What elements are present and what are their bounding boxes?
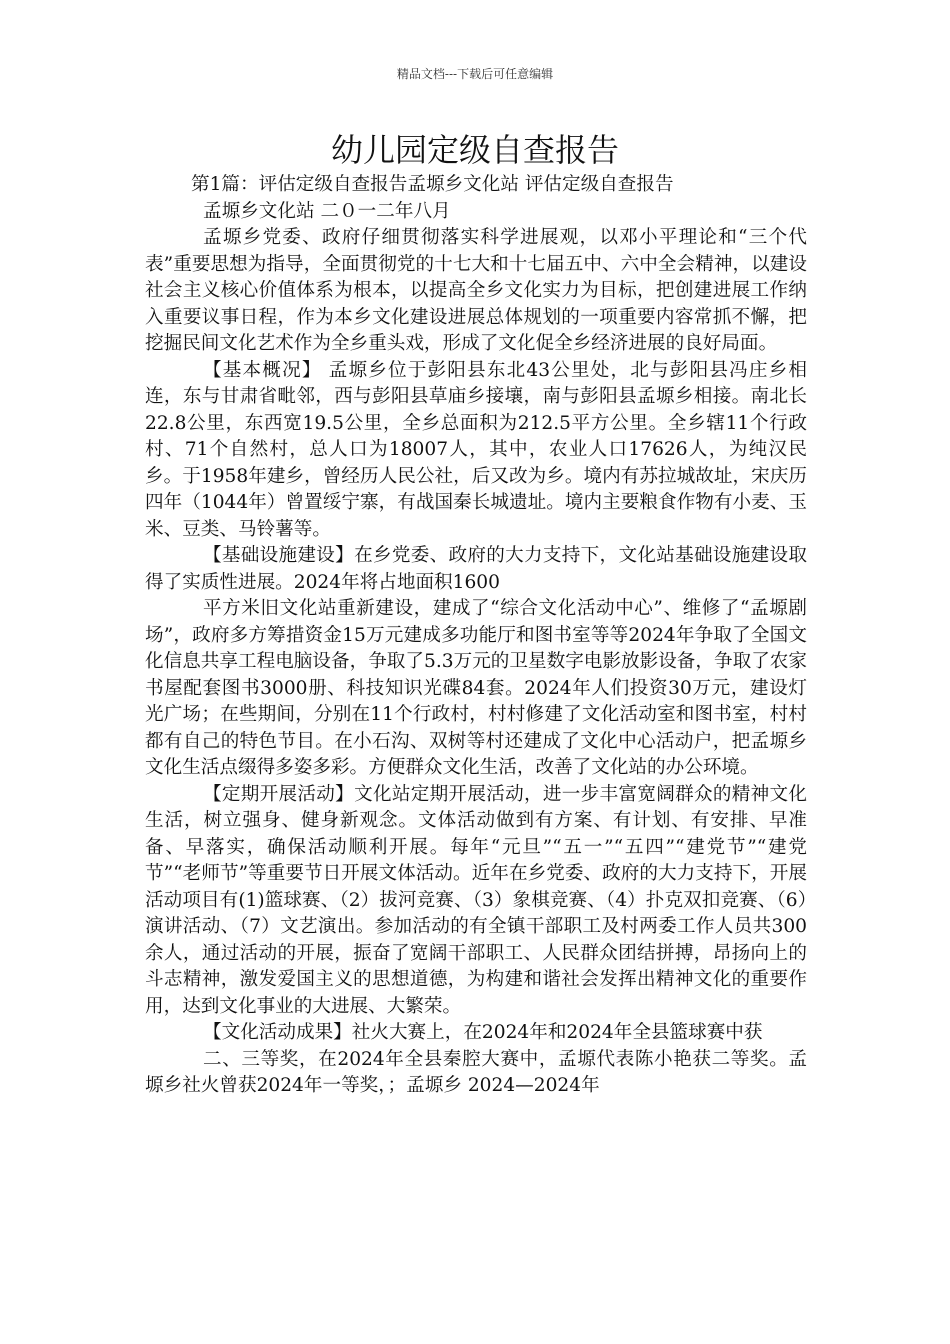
document-body bbox=[145, 172, 807, 1100]
page-header-note: 精品文档---下载后可任意编辑 bbox=[396, 67, 554, 81]
paragraph-infrastructure-continued: 平方米旧文化站重新建设，建成了“综合文化活动中心”、维修了“孟塬剧场”，政府多方筹措资金15万元建成多功能厅和图书室等等2024年争取了全国文化信息共享工程电脑设备，争取了5.3万元的卫星数字电影放影设备，争取了农家书屋配套图书3000册、科技知识光碟84套。2024年人们投资30万元，建设灯光广场；在些期间，分别在11个行政村，村村修建了文化活动室和图书室，村村都有自己的特色节目。在小石沟、双树等村还建成了文化中心活动户，把孟塬乡文化生活点缀得多姿多彩。方便群众文化生活，改善了文化站的办公环境。 bbox=[145, 598, 807, 778]
paragraph-activities: 【定期开展活动】文化站定期开展活动，进一步丰富宽阔群众的精神文化生活，树立强身、健身新观念。文体活动做到有方案、有计划、有安排、早准备、早落实，确保活动顺利开展。每年“元旦”“五一”“五四”“建党节”“建党节”“老师节”等重要节日开展文体活动。近年在乡党委、政府的大力支持下，开展活动项目有(1)篮球赛、（2）拔河竞赛、（3）象棋竞赛、（4）扑克双扣竞赛、（6）演讲活动、（7）文艺演出。参加活动的有全镇干部职工及村两委工作人员共300余人，通过活动的开展，振奋了宽阔干部职工、人民群众团结拼搏，昂扬向上的斗志精神，激发爱国主义的思想道德，为构建和谐社会发挥出精神文化的重要作用，达到文化事业的大进展、大繁荣。 bbox=[145, 783, 807, 1017]
paragraph-intro: 孟塬乡党委、政府仔细贯彻落实科学进展观，以邓小平理论和“三个代表”重要思想为指导，全面贯彻党的十七大和十七届五中、六中全会精神，以建设社会主义核心价值体系为根本，以提高全乡文化实力为目标，把创建进展工作纳入重要议事日程，作为本乡文化建设进展总体规划的一项重要内容常抓不懈，把挖掘民间文化艺术作为全乡重头戏，形成了文化促全乡经济进展的良好局面。 bbox=[145, 227, 807, 354]
paragraph-achievements-continued: 二、三等奖，在2024年全县秦腔大赛中，孟塬代表陈小艳获二等奖。孟塬乡社火曾获2024年一等奖，；孟塬乡 2024—2024年 bbox=[145, 1048, 807, 1096]
paragraph-overview: 【基本概况】 孟塬乡位于彭阳县东北43公里处，北与彭阳县冯庄乡相连，东与甘肃省毗邻，西与彭阳县草庙乡接壤，南与彭阳县孟塬乡相接。南北长22.8公里，东西宽19.5公里，全乡总面积为212.5平方公里。全乡辖11个行政村、71个自然村，总人口为18007人，其中，农业人口17626人，为纯汉民乡。于1958年建乡，曾经历人民公社，后又改为乡。境内有苏拉城故址，宋庆历四年（1044年）曾置绥宁寨，有战国秦长城遗址。境内主要粮食作物有小麦、玉米、豆类、马铃薯等。 bbox=[145, 359, 807, 540]
paragraph-infrastructure: 【基础设施建设】在乡党委、政府的大力支持下，文化站基础设施建设取得了实质性进展。2024年将占地面积1600 bbox=[145, 545, 807, 593]
author-line: 孟塬乡文化站 二０一二年八月 bbox=[203, 200, 451, 222]
document-title: 幼儿园定级自查报告 bbox=[330, 131, 619, 169]
document-subtitle: 第1篇：评估定级自查报告孟塬乡文化站 评估定级自查报告 bbox=[191, 174, 674, 195]
paragraph-achievements: 【文化活动成果】社火大赛上，在2024年和2024年全县篮球赛中获 bbox=[203, 1022, 763, 1043]
